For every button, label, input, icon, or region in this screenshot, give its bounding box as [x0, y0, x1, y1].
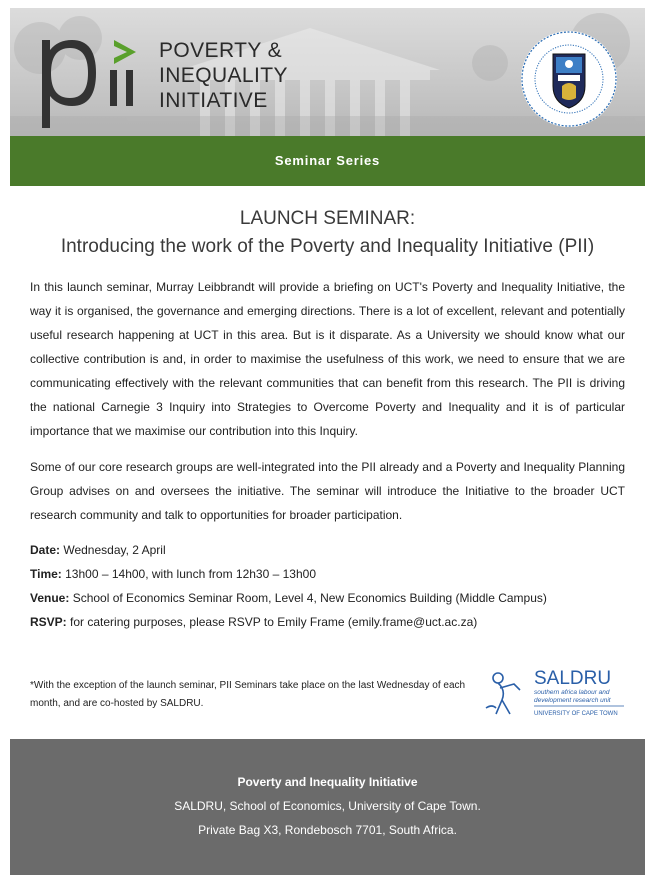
- date-row: [30, 538, 630, 562]
- pii-logo-icon: [38, 34, 148, 130]
- seminar-description: [30, 275, 625, 539]
- saldru-name: SALDRU: [534, 668, 612, 689]
- time-value: 13h00 – 14h00, with lunch from 12h30 – 13h00: [61, 567, 316, 581]
- wordmark-line-2: INEQUALITY: [159, 64, 288, 87]
- date-label: Date:: [30, 543, 61, 557]
- pii-wordmark: [159, 38, 288, 113]
- uct-seal-icon: [518, 28, 620, 130]
- rsvp-label: RSVP:: [30, 615, 67, 629]
- footnote: *With the exception of the launch seminar, PII Seminars take place on the last Wednesday of each month, and are co-hosted by SALDRU.: [30, 680, 466, 709]
- date-value: Wednesday, 2 April: [60, 543, 166, 557]
- footer-address-line-2: Private Bag X3, Rondebosch 7701, South Africa.: [198, 823, 457, 837]
- header-banner: [10, 8, 645, 136]
- seminar-series-bar: Seminar Series: [10, 136, 645, 186]
- venue-row: [30, 586, 630, 610]
- time-row: [30, 562, 630, 586]
- page-footer: [10, 739, 645, 875]
- wordmark-line-3: INITIATIVE: [159, 89, 268, 112]
- footer-org-name: Poverty and Inequality Initiative: [237, 775, 418, 789]
- seminar-title-line-1: LAUNCH SEMINAR:: [239, 208, 416, 229]
- description-paragraph-1: In this launch seminar, Murray Leibbrandt will provide a briefing on UCT's Poverty and Inequality Initiative, the way it is organised, the governance and emerging directions. There is a lot of excellent, relevant and potentially useful research happening at UCT in this area. But is it disparate. As a University we should know what our collective contribution is and, in order to maximise the usefulness of this work, we need to ensure that we are communicating effectively with the relevant communities that can benefit from this research. The PII is driving the national Carnegie 3 Inquiry into Strategies to Overcome Poverty and Inequality and it is of particular importance that we maximise our contribution into this Inquiry.: [30, 280, 625, 438]
- description-paragraph-2: Some of our core research groups are well-integrated into the PII already and a Poverty and Inequality Planning Group advises on and oversees the initiative. The seminar will introduce the Initiative to the broader UCT research community and talk to opportunities for broader participation.: [30, 460, 625, 522]
- wordmark-line-1: POVERTY &: [159, 39, 283, 62]
- footer-address-line-1: SALDRU, School of Economics, University of Cape Town.: [174, 799, 481, 813]
- rsvp-row: [30, 610, 630, 634]
- venue-value: School of Economics Seminar Room, Level 4, New Economics Building (Middle Campus): [69, 591, 547, 605]
- seminar-title-line-2: Introducing the work of the Poverty and Inequality Initiative (PII): [60, 236, 595, 257]
- saldru-sub-2: development research unit: [534, 697, 611, 704]
- time-label: Time:: [30, 567, 62, 581]
- event-details: [30, 538, 630, 634]
- saldru-sub-3: UNIVERSITY OF CAPE TOWN: [534, 711, 618, 717]
- saldru-logo-icon: [484, 664, 630, 724]
- venue-label: Venue:: [30, 591, 70, 605]
- rsvp-value[interactable]: for catering purposes, please RSVP to Emily Frame (emily.frame@uct.ac.za): [66, 615, 478, 629]
- saldru-sub-1: southern africa labour and: [534, 689, 610, 696]
